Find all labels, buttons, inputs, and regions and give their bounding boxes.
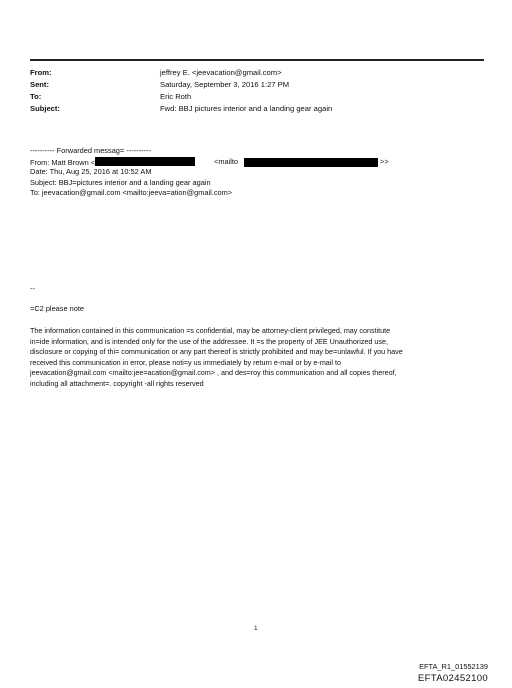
note-text: =C2 please note	[30, 304, 85, 313]
redaction-bar	[95, 157, 195, 166]
forwarded-close-text: >>	[380, 156, 389, 166]
disclaimer-line: The information contained in this communication =s confidential, may be attorney-client privileged, may constitute	[30, 326, 391, 335]
bates-number-secondary: EFTA02452100	[417, 673, 488, 684]
forwarded-divider: ---------- Forwarded messag= ----------	[30, 146, 151, 155]
forwarded-block	[30, 146, 490, 199]
mailto-text: <mailto	[214, 156, 239, 166]
subject-value: Fwd: BBJ pictures interior and a landing gear again	[160, 104, 333, 113]
bates-number-primary: EFTA_R1_01552139	[419, 662, 488, 671]
redaction-bar	[244, 158, 378, 167]
forwarded-date-line: Date: Thu, Aug 25, 2016 at 10:52 AM	[30, 167, 152, 177]
disclaimer-line: in=ide information, and is intended only for the use of the addressee. It =s the property of JEE Unauthorized use,	[30, 336, 388, 346]
disclaimer-line: including all attachment=. copyright -all rights reserved	[30, 378, 204, 388]
header-divider	[30, 59, 484, 61]
from-label: From:	[30, 68, 52, 77]
forwarded-to-line: To: jeevacation@gmail.com <mailto:jeeva=ation@gmail.com>	[30, 188, 233, 198]
disclaimer	[30, 326, 486, 390]
from-row	[30, 67, 490, 79]
to-value: Eric Roth	[160, 92, 192, 101]
subject-label: Subject:	[30, 104, 60, 113]
to-row	[30, 91, 490, 103]
sent-value: Saturday, September 3, 2016 1:27 PM	[160, 80, 290, 89]
forwarded-from-text: From: Matt Brown <	[30, 157, 96, 167]
subject-row	[30, 103, 490, 115]
disclaimer-line: jeevacation@gmail.com <mailto:jee=acation@gmail.com> , and des=roy this communication and all copies thereof,	[30, 368, 397, 378]
signature-dash: --	[30, 284, 35, 293]
forwarded-subject-line: Subject: BBJ=pictures interior and a landing gear again	[30, 177, 211, 187]
disclaimer-line: disclosure or copying of thi= communication or any part thereof is strictly prohibited and may be=unlawful. If you have	[30, 347, 403, 357]
disclaimer-line: received this communication in error, please noti=y us immediately by return e-mail or by e-mail to	[30, 357, 341, 367]
to-label: To:	[30, 92, 42, 101]
email-header	[30, 67, 490, 115]
from-value: jeffrey E. <jeevacation@gmail.com>	[160, 68, 282, 77]
forwarded-from-line	[30, 157, 490, 168]
sent-label: Sent:	[30, 80, 49, 89]
page-number: 1	[254, 625, 258, 632]
sent-row	[30, 79, 490, 91]
